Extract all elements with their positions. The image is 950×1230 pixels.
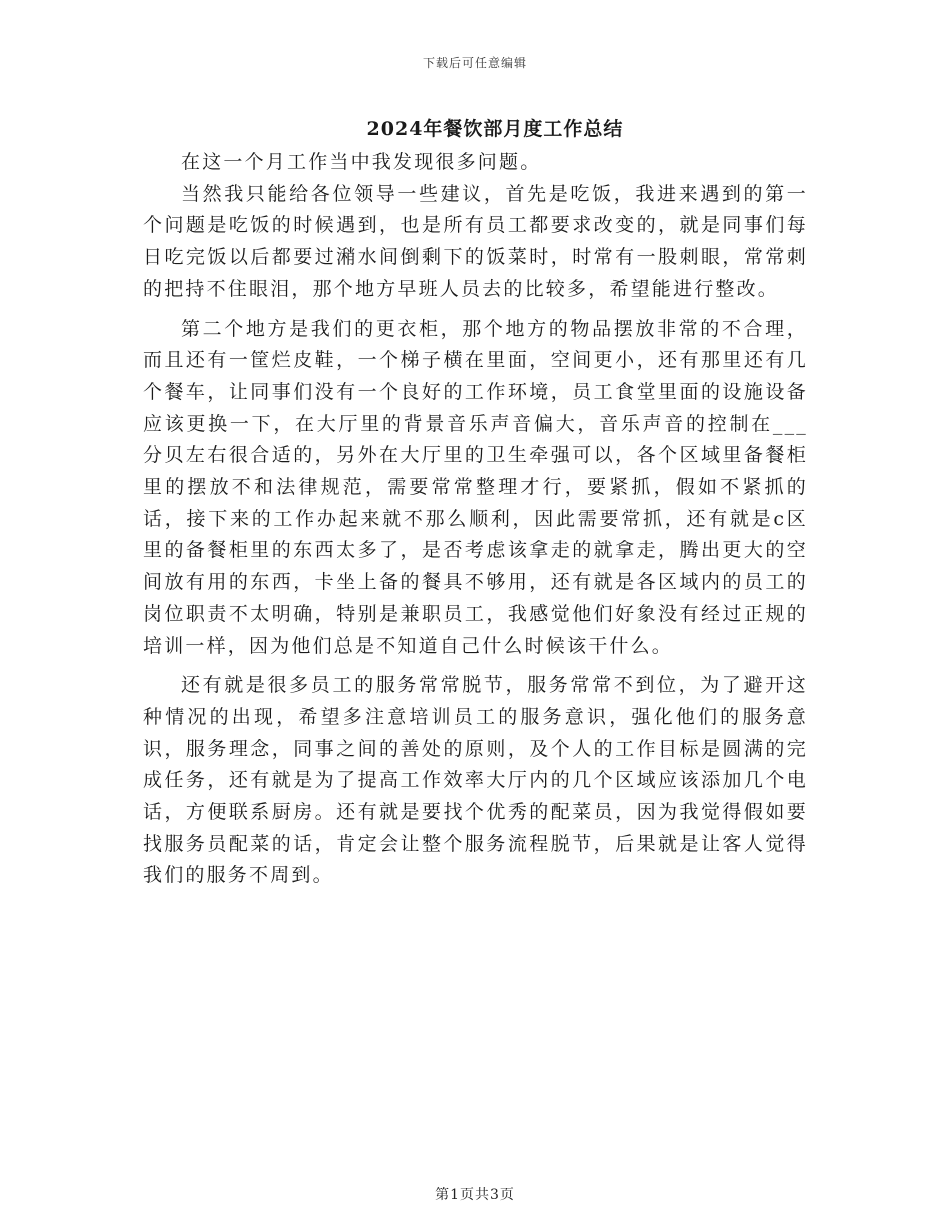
document-body (143, 147, 808, 892)
header-note: 下载后可任意编辑 (422, 56, 527, 70)
paragraph-1: 在这一个月工作当中我发现很多问题。 (181, 151, 542, 173)
document-title: 2024年餐饮部月度工作总结 (366, 118, 624, 140)
page-number: 第1页共3页 (435, 1187, 515, 1203)
paragraph-3: 第二个地方是我们的更衣柜，那个地方的物品摆放非常的不合理，而且还有一筐烂皮鞋，一个梯子横在里面，空间更小，还有那里还有几个餐车，让同事们没有一个良好的工作环境，员工食堂里面的设施设备应该更换一下，在大厅里的背景音乐声音偏大，音乐声音的控制在___分贝左右很合适的，另外在大厅里的卫生牵强可以，各个区域里备餐柜里的摆放不和法律规范，需要常常整理才行，要紧抓，假如不紧抓的话，接下来的工作办起来就不那么顺利，因此需要常抓，还有就是c区里的备餐柜里的东西太多了，是否考虑该拿走的就拿走，腾出更大的空间放有用的东西，卡坐上备的餐具不够用，还有就是各区域内的员工的岗位职责不太明确，特别是兼职员工，我感觉他们好象没有经过正规的培训一样，因为他们总是不知道自己什么时候该干什么。 (143, 317, 808, 657)
paragraph-2: 当然我只能给各位领导一些建议，首先是吃饭，我进来遇到的第一个问题是吃饭的时候遇到，也是所有员工都要求改变的，就是同事们每日吃完饭以后都要过潲水间倒剩下的饭菜时，时常有一股刺眼，常常刺的把持不住眼泪，那个地方早班人员去的比较多，希望能进行整改。 (143, 182, 808, 300)
paragraph-4: 还有就是很多员工的服务常常脱节，服务常常不到位，为了避开这种情况的出现，希望多注意培训员工的服务意识，强化他们的服务意识，服务理念，同事之间的善处的原则，及个人的工作目标是圆满的完成任务，还有就是为了提高工作效率大厅内的几个区域应该添加几个电话，方便联系厨房。还有就是要找个优秀的配菜员，因为我觉得假如要找服务员配菜的话，肯定会让整个服务流程脱节，后果就是让客人觉得我们的服务不周到。 (143, 674, 808, 887)
